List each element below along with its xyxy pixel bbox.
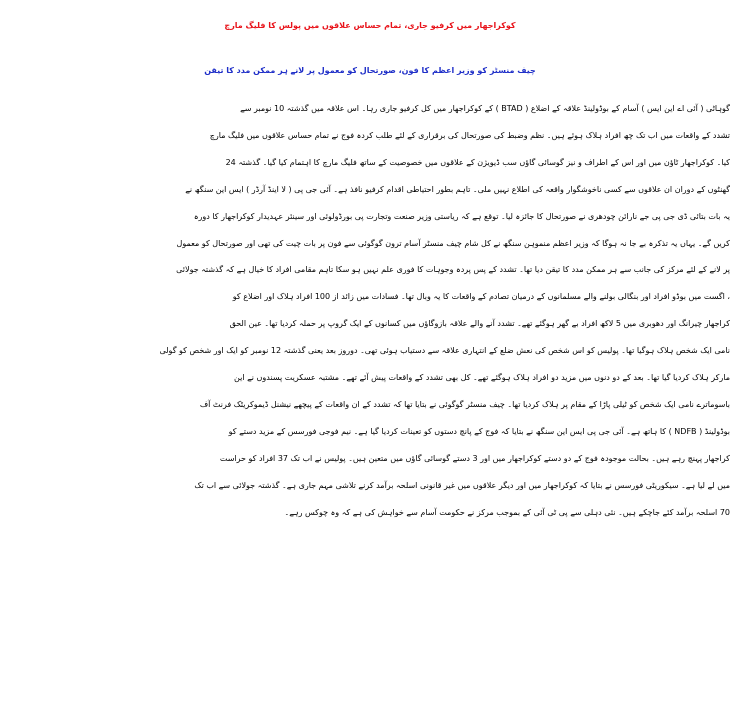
article-line: ، اگست میں بوڈو افراد اور بنگالی بولنے والے مسلمانوں کے درمیان تصادم کے واقعات کا یہ وبال تھا۔ فسادات میں زائد از 100 افراد ہلاک اور اضلاع کو [232, 292, 730, 302]
article-body [8, 96, 732, 527]
article-line: تشدد کے واقعات میں اب تک چھ افراد ہلاک ہوئے ہیں۔ نظم وضبط کی صورتحال کی برقراری کے لئے طلب کردہ فوج نے تمام حساس علاقوں میں فلیگ مارچ [209, 130, 730, 140]
article-line: یہ بات بتائی ڈی جی پی جے نارائن چودھری نے صورتحال کا جائزہ لیا۔ توقع ہے کہ ریاستی وزیر صنعت وتجارت پی بورڈولوئی اور سینئر عہدیدار کوکراجھار کا دورہ [193, 211, 730, 221]
article-line: کراجھار پہنچ رہے ہیں۔ بحالت موجودہ فوج کے دو دستے کوکراجھار میں اور 3 دستے گوسائی گاؤں میں متعین ہیں۔ پولیس نے اب تک 37 افراد کو حراست [219, 453, 730, 463]
article-line: گھنٹوں کے دوران ان علاقوں سے کسی ناخوشگوار واقعہ کی اطلاع نہیں ملی۔ تاہم بطور احتیاطی اقدام کرفیو نافذ ہے۔ آئی جی پی ( لا اینڈ آرڈر ) ایس این سنگھ نے [185, 184, 730, 194]
article-line: باسوماترے نامی ایک شخص کو ٹیلی پاڑا کے مقام پر ہلاک کردیا تھا۔ چیف منسٹر گوگوئی نے بتایا تھا کہ تشدد کے ان واقعات کے پیچھے نیشنل ڈیموکریٹک فرنٹ آف [199, 399, 730, 409]
article-line: پر لانے کے لئے مرکز کی جانب سے ہر ممکن مدد کا تیقن دیا تھا۔ تشدد کے پس پردہ وجوہات کا فوری علم نہیں ہو سکا تاہم مقامی افراد کا خیال ہے کہ گذشتہ جولائی [176, 265, 730, 275]
article-line: کریں گے۔ یہاں یہ تذکرہ بے جا نہ ہوگا کہ وزیر اعظم منموہن سنگھ نے کل شام چیف منسٹر آسام ترون گوگوئی سے فون پر بات چیت کی تھی اور صورتحال کو معمول [176, 238, 730, 248]
article-line: گوہاٹی ( آئی اے این ایس ) آسام کے بوڈولینڈ علاقہ کے اضلاع ( BTAD ) کے کوکراجھار میں کل کرفیو جاری رہا۔ اس علاقہ میں گذشتہ 10 نومبر سے [240, 104, 730, 113]
article-line: مارکر ہلاک کردیا گیا تھا۔ بعد کے دو دنوں میں مزید دو افراد ہلاک ہوگئے تھے۔ کل بھی تشدد کے واقعات پیش آئے تھے۔ مشتبہ عسکریت پسندوں نے این [233, 373, 730, 383]
article-line: میں لے لیا ہے۔ سیکوریٹی فورسس نے بتایا کہ کوکراجھار میں اور دیگر علاقوں میں غیر قانونی اسلحہ برآمد کرنے تلاشی مہم جاری ہے۔ گذشتہ جولائی سے اب تک [194, 480, 730, 490]
article-line: نامی ایک شخص ہلاک ہوگیا تھا۔ پولیس کو اس شخص کی نعش ضلع کے انتہاری علاقہ سے دستیاب ہوئی تھی۔ دوروز بعد یعنی گذشتہ 12 نومبر کو ایک اور شخص کو گولی [159, 346, 730, 356]
article-line: 70 اسلحہ برآمد کئے جاچکے ہیں۔ نئی دہلی سے پی ٹی آئی کے بموجب مرکز نے حکومت آسام سے خواہش کی ہے کہ وہ چوکس رہے۔ [284, 507, 730, 517]
article-subheadline: چیف منسٹر کو وزیر اعظم کا فون، صورتحال کو معمول پر لانے ہر ممکن مدد کا تیقن [204, 66, 536, 75]
article-headline: کوکراجھار میں کرفیو جاری، تمام حساس علاقوں میں پولس کا فلیگ مارچ [224, 21, 516, 30]
article-line: کیا۔ کوکراجھار ٹاؤن میں اور اس کے اطراف و نیز گوسائی گاؤں سب ڈیویژن کے علاقوں میں خصوصیت کے ساتھ فلیگ مارچ کا اہتمام کیا گیا۔ گذشتہ 24 [225, 157, 730, 167]
article-line: بوڈولینڈ ( NDFB ) کا ہاتھ ہے۔ آئی جی پی ایس این سنگھ نے بتایا کہ فوج کے پانچ دستوں کو تعینات کردیا گیا ہے۔ نیم فوجی فورسس کے مزید دستے کو [228, 426, 730, 436]
article-line: کراجھار چیرانگ اور دھوبری میں 5 لاکھ افراد بے گھر ہوگئے تھے۔ تشدد آنے والے علاقہ بازوگاؤں میں کسانوں کے ایک گروپ پر حملہ کردیا تھا۔ عین الحق [229, 319, 730, 329]
